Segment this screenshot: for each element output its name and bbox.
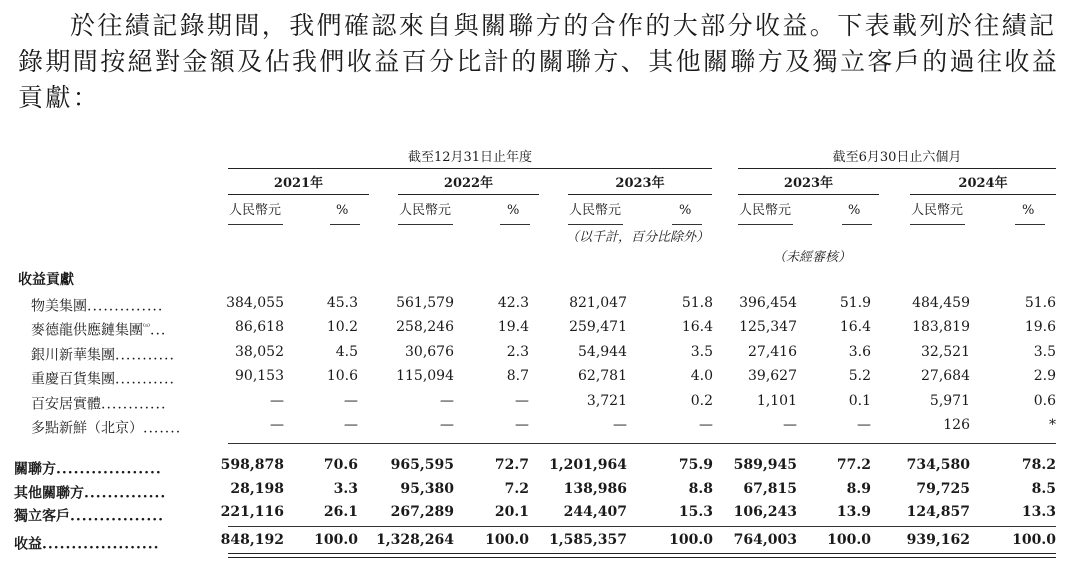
table-row-value: 42.3	[497, 295, 529, 311]
summary-row-value: 72.7	[494, 457, 529, 473]
table-row-label	[31, 344, 175, 364]
leader-dots: ............	[101, 396, 167, 413]
rule-unit	[738, 224, 793, 225]
rule-unit	[910, 224, 965, 225]
table-row-value: 0.1	[848, 392, 871, 409]
summary-row-value: 67,815	[743, 480, 797, 497]
table-row-value: —	[613, 417, 627, 433]
table-row-value: 126	[943, 417, 970, 433]
table-row-value: 384,055	[226, 295, 284, 311]
leader-dots: ....................	[42, 536, 160, 553]
table-row-value: —	[344, 392, 358, 409]
note-unaudited: （未經審核）	[773, 250, 852, 265]
leader-dots: ...........	[115, 371, 175, 388]
table-row-label-text: 麥德龍供應鏈集團	[31, 323, 143, 340]
summary-row-value: 244,407	[563, 504, 627, 520]
table-row-value: 183,819	[912, 319, 970, 336]
table-row-value: —	[857, 417, 871, 433]
summary-row-value: 1,201,964	[549, 457, 627, 473]
table-row-value: 5.2	[848, 368, 871, 385]
table-row-value: 2.9	[1033, 368, 1056, 385]
table-row-value: —	[440, 392, 454, 409]
table-row-value: 259,471	[569, 319, 627, 336]
rule-unit	[398, 224, 453, 225]
table-row-value: 27,416	[748, 343, 797, 360]
summary-row-value: 598,878	[220, 457, 284, 473]
summary-row-value: 3.3	[333, 480, 358, 497]
summary-row-value: 589,945	[733, 457, 797, 473]
footnote-marker: ⁽ᵃ⁾	[143, 322, 151, 332]
table-row-value: *	[1049, 417, 1056, 433]
table-row-value: 19.6	[1024, 319, 1056, 336]
period-2021: 2021年	[273, 176, 324, 191]
summary-row-value: 106,243	[733, 504, 797, 520]
rule-unit	[330, 224, 360, 225]
table-row-value: 51.8	[681, 295, 713, 311]
table-row-label-text: 物美集團	[31, 298, 87, 315]
table-row-value: 3.5	[690, 343, 713, 360]
total-row-value: 1,328,264	[376, 532, 454, 548]
period-2024-h1: 2024年	[958, 176, 1008, 191]
table-row-label	[31, 393, 166, 413]
leader-dots: ..................	[56, 461, 162, 478]
leader-dots: ................	[70, 508, 164, 525]
period-2023: 2023年	[615, 176, 665, 191]
unit-rmb: 人民幣元	[399, 203, 452, 218]
rule-subtotal	[228, 443, 1056, 444]
rule-year-group	[228, 168, 712, 169]
total-row-value: 939,162	[906, 532, 970, 548]
rule-period	[568, 194, 712, 195]
leader-dots: .......	[143, 420, 182, 437]
summary-row-value: 138,986	[563, 480, 627, 497]
summary-row-label-text: 獨立客戶	[14, 508, 70, 525]
unit-rmb: 人民幣元	[229, 203, 282, 218]
table-row-label-text: 百安居實體	[31, 396, 101, 413]
table-row-label-text: 銀川新華集團	[31, 347, 115, 364]
total-row-value: 100.0	[827, 532, 871, 548]
table-row-value: 115,094	[396, 368, 454, 385]
unit-pct: %	[336, 203, 349, 218]
table-row-value: 39,627	[748, 368, 797, 385]
unit-pct: %	[1022, 203, 1035, 218]
summary-row-value: 7.2	[504, 480, 529, 497]
table-row-value: —	[699, 417, 713, 433]
period-2023-h1: 2023年	[783, 176, 834, 191]
table-row-value: 2.3	[506, 343, 529, 360]
table-row-value: 0.6	[1033, 392, 1056, 409]
table-row-value: 86,618	[235, 319, 284, 336]
summary-row-value: 965,595	[390, 457, 454, 473]
table-row-value: —	[270, 417, 284, 433]
table-row-value: —	[515, 392, 529, 409]
total-row-value: 100.0	[485, 532, 529, 548]
summary-row-label-text: 關聯方	[14, 461, 56, 478]
total-row-value: 100.0	[314, 532, 358, 548]
table-row-value: 3.6	[848, 343, 871, 360]
summary-row-value: 8.8	[688, 480, 713, 497]
unit-pct: %	[679, 203, 692, 218]
table-row-value: 258,246	[396, 319, 454, 336]
table-row-value: 51.9	[839, 295, 871, 311]
table-row-value: 8.7	[506, 368, 529, 385]
table-row-label	[31, 417, 181, 437]
summary-row-value: 124,857	[906, 504, 970, 520]
rule-period	[398, 194, 539, 195]
total-row-label-text: 收益	[14, 536, 42, 553]
leader-dots: ..............	[87, 298, 164, 315]
header-year-group: 截至12月31日止年度	[407, 150, 533, 165]
summary-row-value: 95,380	[400, 480, 454, 497]
table-row-value: 10.6	[326, 368, 358, 385]
summary-row-label	[14, 481, 166, 502]
unit-rmb: 人民幣元	[569, 203, 622, 218]
table-row-value: 396,454	[739, 295, 797, 311]
summary-row-value: 75.9	[678, 457, 713, 473]
unit-rmb: 人民幣元	[739, 203, 792, 218]
summary-row-value: 70.6	[323, 457, 358, 473]
total-row-value: 848,192	[220, 532, 284, 548]
summary-row-value: 20.1	[494, 504, 529, 520]
table-row-value: 90,153	[235, 368, 284, 385]
rule-unit	[672, 224, 702, 225]
rule-unit	[228, 224, 283, 225]
section-title: 收益貢獻	[18, 272, 74, 288]
table-row-value: 51.6	[1024, 295, 1056, 311]
rule-unit	[568, 224, 623, 225]
table-row-value: —	[270, 392, 284, 409]
summary-row-value: 13.3	[1021, 504, 1056, 520]
summary-row-value: 267,289	[390, 504, 454, 520]
summary-row-value: 8.9	[846, 480, 871, 497]
table-row-value: —	[344, 417, 358, 433]
leader-dots: ...........	[115, 347, 175, 364]
table-row-value: 1,101	[756, 392, 797, 409]
total-row-value: 100.0	[1012, 532, 1056, 548]
period-2022: 2022年	[443, 176, 494, 191]
summary-row-value: 15.3	[678, 504, 713, 520]
unit-pct: %	[848, 203, 861, 218]
table-row-label	[31, 368, 175, 388]
unit-pct: %	[507, 203, 520, 218]
table-row-value: 27,684	[921, 368, 970, 385]
table-row-value: 10.2	[326, 319, 358, 336]
summary-row-value: 13.9	[836, 504, 871, 520]
table-row-label-text: 重慶百貨集團	[31, 371, 115, 388]
rule-period	[228, 194, 369, 195]
summary-row-value: 78.2	[1021, 457, 1056, 473]
table-row-value: 5,971	[929, 392, 970, 409]
summary-row-label	[14, 504, 164, 525]
leader-dots: ..............	[84, 485, 167, 502]
total-row-value: 1,585,357	[549, 532, 627, 548]
table-row-value: 38,052	[235, 343, 284, 360]
table-row-value: 16.4	[681, 319, 713, 336]
rule-total	[228, 526, 1056, 527]
rule-six-month-group	[738, 168, 1056, 169]
table-row-label	[31, 319, 166, 339]
summary-row-value: 8.5	[1031, 480, 1056, 497]
rule-unit	[842, 224, 872, 225]
table-row-value: 54,944	[578, 343, 627, 360]
summary-row-value: 26.1	[323, 504, 358, 520]
table-row-value: 45.3	[326, 295, 358, 311]
leader-dots: ...	[150, 323, 167, 340]
table-row-value: 19.4	[497, 319, 529, 336]
rule-period	[738, 194, 879, 195]
summary-row-value: 79,725	[916, 480, 970, 497]
table-row-value: 16.4	[839, 319, 871, 336]
table-row-value: 4.5	[335, 343, 358, 360]
table-row-value: 821,047	[569, 295, 627, 311]
rule-double-total	[228, 553, 1056, 558]
header-six-month-group: 截至6月30日止六個月	[832, 150, 962, 165]
note-thousands: （以千計，百分比除外）	[566, 230, 710, 245]
table-row-label	[31, 295, 163, 315]
table-row-value: 125,347	[739, 319, 797, 336]
summary-row-value: 221,116	[220, 504, 284, 520]
total-row-label	[14, 532, 159, 553]
table-row-value: 32,521	[921, 343, 970, 360]
table-row-value: —	[440, 417, 454, 433]
intro-text: 於往績記錄期間，我們確認來自與關聯方的合作的大部分收益。下表載列於往績記錄期間按絕對金額及佔我們收益百分比計的關聯方、其他關聯方及獨立客戶的過往收益貢獻：	[18, 11, 1060, 112]
table-row-value: —	[515, 417, 529, 433]
unit-rmb: 人民幣元	[911, 203, 964, 218]
table-row-value: 561,579	[396, 295, 454, 311]
table-row-label-text: 多點新鮮（北京）	[31, 420, 143, 437]
summary-row-label-text: 其他關聯方	[14, 485, 84, 502]
rule-period	[910, 194, 1056, 195]
table-row-value: 30,676	[405, 343, 454, 360]
table-row-value: 0.2	[690, 392, 713, 409]
table-row-value: 4.0	[690, 368, 713, 385]
total-row-value: 100.0	[669, 532, 713, 548]
table-row-value: 484,459	[912, 295, 970, 311]
table-row-value: 3.5	[1033, 343, 1056, 360]
rule-unit	[1015, 224, 1045, 225]
summary-row-value: 28,198	[230, 480, 284, 497]
table-row-value: 62,781	[578, 368, 627, 385]
summary-row-value: 77.2	[836, 457, 871, 473]
table-row-value: 3,721	[586, 392, 627, 409]
table-row-value: —	[783, 417, 797, 433]
total-row-value: 764,003	[733, 532, 797, 548]
summary-row-value: 734,580	[906, 457, 970, 473]
summary-row-label	[14, 457, 162, 478]
rule-unit	[500, 224, 530, 225]
